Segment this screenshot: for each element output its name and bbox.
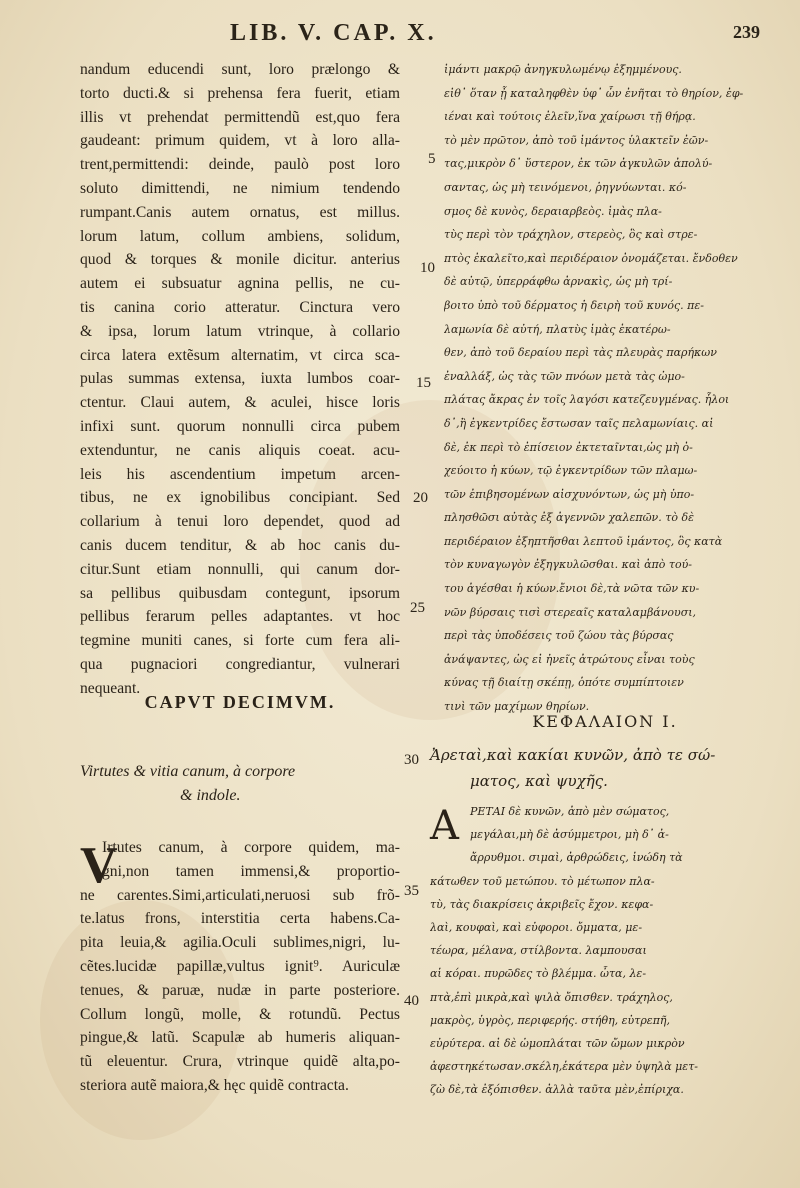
text-line: gaudeant: primum quidem, vt à loro alla- bbox=[80, 132, 400, 150]
text-line: infixi sunt. quorum nonnulli circa pubem bbox=[80, 417, 400, 435]
text-line: lorum latum, collum ambiens, solidum, bbox=[80, 227, 400, 245]
text-line: ἀφεστηκέτωσαν.σκέλη,ἑκάτερα μὲν ὑψηλὰ μετ- bbox=[430, 1060, 699, 1074]
text-line: τινὶ τῶν μαχίμων θηρίων. bbox=[444, 700, 590, 714]
text-line: δὲ αὐτῷ, ὑπερράφθω ἀρνακὶς, ὡς μὴ τρί- bbox=[444, 275, 673, 289]
text-line: te.latus frons, interstitia certa habens.Ca- bbox=[80, 910, 400, 928]
text-line: rumpant.Canis autem ornatus, est millus. bbox=[80, 203, 400, 221]
text-line: τὺ, τὰς διακρίσεις ἀκριβεῖς ἔχον. κεφα- bbox=[430, 897, 654, 911]
summary-line: Ἀρεταὶ,καὶ κακίαι κυνῶν, ἀπὸ τε σώ- bbox=[430, 746, 716, 764]
running-title: LIB. V. CAP. X. bbox=[230, 20, 437, 46]
text-line: ἱμάντι μακρῷ ἀνηγκυλωμένῳ ἐξημμένους. bbox=[444, 63, 682, 76]
summary-line: ματος, καὶ ψυχῆς. bbox=[470, 772, 608, 790]
text-line: steriora autẽ maiora,& hęc quidẽ contracta. bbox=[80, 1076, 349, 1094]
text-line: εἰθ᾽ ὅταν ᾖ καταληφθὲν ὑφ᾽ ὧν ἐνῆται τὸ θηρίον, ἐφ- bbox=[444, 86, 744, 100]
text-line: αἱ κόραι. πυρῶδες τὸ βλέμμα. ὦτα, λε- bbox=[430, 967, 647, 981]
text-line: τὸν κυναγωγὸν ἐξηγκυλῶσθαι. καὶ ἀπὸ τού- bbox=[444, 558, 693, 572]
text-line: βοιτο ὑπὸ τοῦ δέρματος ἡ δειρὴ τοῦ κυνός. πε- bbox=[444, 298, 704, 312]
text-line: μεγάλαι,μὴ δὲ ἀσύμμετροι, μὴ δ᾽ ἀ- bbox=[470, 828, 669, 842]
summary-line: Virtutes & vitia canum, à corpore bbox=[80, 763, 296, 780]
text-line: ne carentes.Simi,articulati,neruosi sub frõ- bbox=[80, 886, 400, 904]
line-number: 15 bbox=[416, 375, 431, 391]
line-number: 35 bbox=[404, 883, 419, 899]
text-line: τας,μικρὸν δ᾽ ὕστερον, ἐκ τῶν ἀγκυλῶν ἀπολύ- bbox=[444, 157, 713, 171]
text-line: canis ducem tenditur, & ab hoc canis du- bbox=[80, 536, 400, 554]
text-line: leis his ascendentium impetum arcen- bbox=[80, 465, 400, 483]
page-number: 239 bbox=[733, 22, 760, 42]
greek-chapter-heading: ΚΕΦΑΛΑΙΟΝ Ι. bbox=[532, 712, 678, 731]
text-line: tis canina corio atteratur. Cinctura vero bbox=[80, 298, 400, 316]
latin-chapter-heading: CAPVT DECIMVM. bbox=[144, 692, 336, 712]
text-line: autem ei subsuatur agnina pellis, ne cu- bbox=[80, 275, 400, 293]
text-line: quod & torques & monile dicitur. anterius bbox=[80, 251, 400, 269]
text-line: χεύοιτο ἡ κύων, τῷ ἐγκεντρίδων τῶν πλαμω- bbox=[444, 464, 698, 478]
text-line: δ᾽,ἢ ἐγκεντρίδες ἔστωσαν ταῖς πελαμωνίαις. αἱ bbox=[444, 416, 714, 430]
text-line: τὺς περὶ τὸν τράχηλον, στερεὸς, ὃς καὶ στρε- bbox=[444, 228, 698, 242]
text-line: collarium à tenui loro dependet, quod ad bbox=[80, 513, 400, 531]
line-number: 10 bbox=[420, 260, 435, 276]
line-number: 30 bbox=[404, 752, 419, 768]
text-line: tibus, ne ex ignobilibus concipiant. Sed bbox=[80, 489, 400, 507]
text-line: πλησθῶσι αὐτὰς ἐξ ἀγεννῶν χαλεπῶν. τὸ δὲ bbox=[444, 511, 694, 525]
greek-column bbox=[444, 58, 766, 719]
text-line: Collum longũ, molle, & rotundũ. Pectus bbox=[80, 1005, 400, 1023]
text-line: trent,permittendi: deinde, paulò post loro bbox=[80, 156, 400, 174]
text-line: σαντας, ὡς μὴ τεινόμενοι, ῥηγνύωνται. κό- bbox=[444, 180, 687, 194]
text-line: περιδέραιον ἐξηπτῆσθαι λεπτοῦ ἱμάντος, ὃς κατὰ bbox=[444, 534, 723, 548]
text-line: τὸ μὲν πρῶτον, ἀπὸ τοῦ ἱμάντος ὑλακτεῖν ἐῶν- bbox=[444, 133, 709, 147]
text-line: πτὰ,ἐπὶ μικρὰ,καὶ ψιλὰ ὄπισθεν. τράχηλος, bbox=[430, 990, 673, 1004]
text-line: tenues, & paruæ, nudæ in parte posteriore. bbox=[80, 981, 400, 999]
text-line: gni,non tamen immensi,& proportio- bbox=[102, 862, 400, 880]
text-line: μακρὸς, ὑγρὸς, περιφερής. στήθη, εὐτρεπῆ, bbox=[430, 1013, 671, 1027]
text-line: του ἀγέσθαι ἡ κύων.ἔνιοι δὲ,τὰ νῶτα τῶν κυ- bbox=[444, 582, 700, 596]
text-line: & ipsa, lorum latum vtrinque, à collario bbox=[80, 322, 400, 340]
text-line: tegmine muniti canes, si forte cum fera ali- bbox=[80, 632, 400, 650]
text-line: torto ducti.& si prehensa fera fuerit, etiam bbox=[80, 84, 400, 102]
text-line: νῶν βύρσαις τισὶ στερεαῖς καταλαμβάνουσι, bbox=[444, 605, 697, 619]
latin-column bbox=[80, 58, 400, 701]
greek-dropcap: Α bbox=[430, 803, 459, 849]
latin-chapter-text bbox=[80, 836, 400, 1098]
text-line: extenduntur, ne canis aliquis coeat. acu- bbox=[80, 441, 400, 459]
text-line: illis vt prehendat permittendũ est,quo fera bbox=[80, 108, 400, 126]
text-line: περὶ τὰς ὑποδέσεις τοῦ ζώου τὰς βύρσας bbox=[444, 629, 674, 643]
text-line: citur.Sunt etiam nonnulli, qui canum dor- bbox=[80, 560, 400, 578]
line-number: 20 bbox=[413, 490, 428, 506]
line-number: 40 bbox=[404, 993, 419, 1009]
text-line: δὲ, ἐκ περὶ τὸ ἐπίσειον ἐκτεταῖνται,ὡς μὴ ὀ- bbox=[444, 440, 693, 454]
latin-dropcap: V bbox=[80, 837, 118, 894]
text-line: Irtutes canum, à corpore quidem, ma- bbox=[102, 839, 400, 856]
greek-chapter-summary bbox=[430, 742, 766, 794]
text-line: λαὶ, κουφαὶ, καὶ εὐφοροι. ὄμματα, με- bbox=[430, 921, 643, 935]
text-line: nandum educendi sunt, loro prælongo & bbox=[80, 61, 400, 78]
text-line: circa latera extẽsum alternatim, vt circa sca- bbox=[80, 346, 400, 364]
text-line: ιέναι καὶ τούτοις ἐλεῖν,ἵνα χαίρωσι τῇ θήρᾳ. bbox=[444, 110, 696, 124]
text-line: τῶν ἐπιβησομένων αἰσχυνόντων, ὡς μὴ ὑπο- bbox=[444, 487, 695, 501]
text-line: εὐρύτερα. αἱ δὲ ὠμοπλάται τῶν ὤμων μικρὸν bbox=[430, 1037, 685, 1051]
text-line: sa pellibus quibusdam contegunt, ipsorum bbox=[80, 584, 400, 602]
text-line: ἐναλλάξ, ὡς τὰς τῶν πνόων μετὰ τὰς ὠμο- bbox=[444, 369, 685, 383]
text-line: cẽtes.lucidæ papillæ,vultus ignit⁹. Auriculæ bbox=[80, 957, 400, 975]
text-line: pulas summas extensa, iuxta lumbos coar- bbox=[80, 370, 400, 388]
greek-chapter-text bbox=[430, 800, 766, 1102]
text-line: κάτωθεν τοῦ μετώπου. τὸ μέτωπον πλα- bbox=[430, 874, 655, 888]
text-line: σμος δὲ κυνὸς, δεραιαρβεὸς. ἱμὰς πλα- bbox=[444, 204, 662, 218]
text-line: ctentur. Claui autem, & aculei, hisce loris bbox=[80, 394, 400, 412]
text-line: ἀνάψαντες, ὡς εἰ ἠνεῖς ἀτρώτους εἶναι τοὺς bbox=[444, 652, 695, 666]
text-line: ζὼ δὲ,τὰ ἐξόπισθεν. ἀλλὰ ταῦτα μὲν,ἐπίριχα. bbox=[430, 1083, 684, 1097]
text-line: ΡΕΤΑΙ δὲ κυνῶν, ἀπὸ μὲν σώματος, bbox=[470, 805, 670, 818]
text-line: soluto dimittendi, ne nimium tendendo bbox=[80, 179, 400, 197]
summary-line: & indole. bbox=[180, 787, 241, 804]
text-line: λαμωνία δὲ αὐτή, πλατὺς ἱμὰς ἑκατέρω- bbox=[444, 322, 671, 336]
text-line: πτὸς ἐκαλεῖτο,καὶ περιδέραιον ὀνομάζεται. ἔνδοθεν bbox=[444, 251, 738, 265]
text-line: τέωρα, μέλανα, στίλβοντα. λαμπουσαι bbox=[430, 944, 647, 958]
text-line: θεν, ἀπὸ τοῦ δεραίου περὶ τὰς πλευρὰς παρήκων bbox=[444, 346, 717, 360]
text-line: tũ eleuentur. Crura, vtrinque quidẽ alta,po- bbox=[80, 1053, 400, 1071]
text-line: pellibus ferarum pelles adaptantes. vt hoc bbox=[80, 608, 400, 626]
text-line: ἄρρυθμοι. σιμαὶ, ἀρθρώδεις, ἰνώδη τὰ bbox=[470, 851, 683, 865]
latin-chapter-summary bbox=[80, 760, 400, 808]
text-line: κύνας τῇ διαίτῃ σκέπῃ, ὁπότε συμπίπτοιεν bbox=[444, 676, 684, 690]
text-line: qua pugnaciori congrediantur, vulnerari bbox=[80, 655, 400, 673]
text-line: pingue,& latũ. Scapulæ ab humeris aliquan- bbox=[80, 1029, 400, 1047]
text-line: πλάτας ἄκρας ἐν τοῖς λαγόσι κατεζευγμένας. ἧλοι bbox=[444, 393, 730, 407]
text-line: pita leuia,& agilia.Oculi sublimes,nigri, lu- bbox=[80, 934, 400, 952]
text-line: nequeant. bbox=[80, 679, 141, 697]
line-number: 5 bbox=[428, 151, 436, 167]
line-number: 25 bbox=[410, 600, 425, 616]
running-header bbox=[230, 20, 760, 50]
